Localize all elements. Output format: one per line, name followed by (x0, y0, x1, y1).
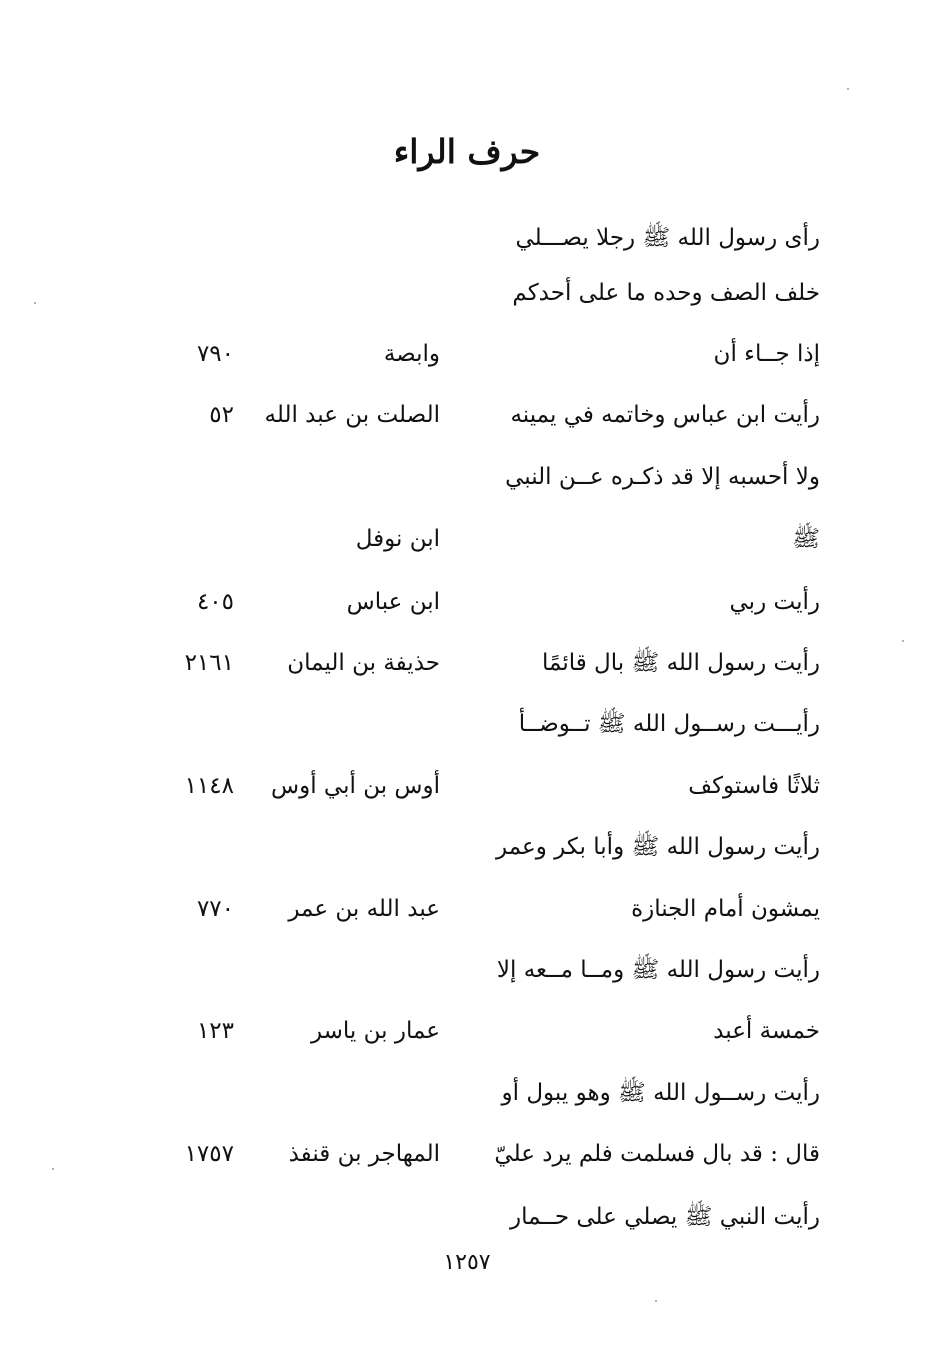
index-row (0, 764, 934, 808)
hadith-number: ٥٢ (209, 402, 234, 428)
narrator-name: ابن عباس (346, 589, 440, 615)
index-row (0, 271, 934, 315)
hadith-number: ٧٧٠ (196, 896, 234, 922)
scan-speck (847, 88, 849, 90)
hadith-text: خمسة أعبد (713, 1018, 820, 1044)
narrator-name: ابن نوفل (355, 526, 440, 552)
index-row (0, 825, 934, 869)
index-row (0, 948, 934, 992)
narrator-name: حذيفة بن اليمان (287, 650, 440, 676)
hadith-text: رأيت رسول الله ﷺ بال قائمًا (542, 650, 820, 676)
hadith-text: رأى رسول الله ﷺ رجلا يصـــلي (515, 225, 820, 251)
hadith-text: ولا أحسبه إلا قد ذكـره عــن النبي (505, 464, 820, 490)
hadith-number: ٢١٦١ (184, 650, 234, 676)
index-row (0, 1009, 934, 1053)
hadith-text: خلف الصف وحده ما على أحدكم (512, 280, 820, 306)
hadith-text: ﷺ (792, 526, 820, 552)
index-row (0, 1195, 934, 1239)
index-row (0, 1071, 934, 1115)
index-row (0, 393, 934, 437)
index-row (0, 580, 934, 624)
narrator-name: أوس بن أبي أوس (271, 773, 440, 799)
section-title: حرف الراء (393, 132, 541, 171)
scan-speck (902, 640, 904, 642)
narrator-name: عبد الله بن عمر (288, 896, 440, 922)
hadith-text: رأيت رسول الله ﷺ ومــا مــعه إلا (496, 957, 820, 983)
index-row (0, 887, 934, 931)
scan-speck (655, 1300, 657, 1302)
hadith-text: إذا جــاء أن (713, 341, 820, 367)
scan-speck (52, 1168, 54, 1170)
scan-speck (34, 302, 36, 304)
index-row (0, 517, 934, 561)
hadith-text: رأيت ابن عباس وخاتمه في يمينه (510, 402, 820, 428)
index-row (0, 455, 934, 499)
hadith-number: ١٢٣ (196, 1018, 234, 1044)
index-row (0, 1132, 934, 1176)
index-row (0, 641, 934, 685)
page-number: ١٢٥٧ (443, 1250, 491, 1275)
hadith-text: رأيـــت رســول الله ﷺ تــوضــأ (518, 711, 820, 737)
hadith-text: ثلاثًا فاستوكف (688, 773, 820, 799)
hadith-text: رأيت النبي ﷺ يصلي على حــمار (509, 1204, 820, 1230)
hadith-number: ١٧٥٧ (184, 1141, 234, 1167)
hadith-number: ٤٠٥ (196, 589, 234, 615)
hadith-number: ١١٤٨ (184, 773, 234, 799)
narrator-name: عمار بن ياسر (310, 1018, 440, 1044)
narrator-name: وابصة (383, 341, 440, 367)
narrator-name: الصلت بن عبد الله (264, 402, 440, 428)
index-row (0, 702, 934, 746)
hadith-text: قال : قد بال فسلمت فلم يرد عليّ (494, 1141, 820, 1167)
hadith-text: يمشون أمام الجنازة (631, 896, 820, 922)
index-row (0, 332, 934, 376)
narrator-name: المهاجر بن قنفذ (288, 1141, 440, 1167)
hadith-number: ٧٩٠ (196, 341, 234, 367)
hadith-text: رأيت رسول الله ﷺ وأبا بكر وعمر (496, 834, 820, 860)
hadith-text: رأيت رســول الله ﷺ وهو يبول أو (501, 1080, 820, 1106)
hadith-text: رأيت ربي (729, 589, 820, 615)
index-row (0, 216, 934, 260)
